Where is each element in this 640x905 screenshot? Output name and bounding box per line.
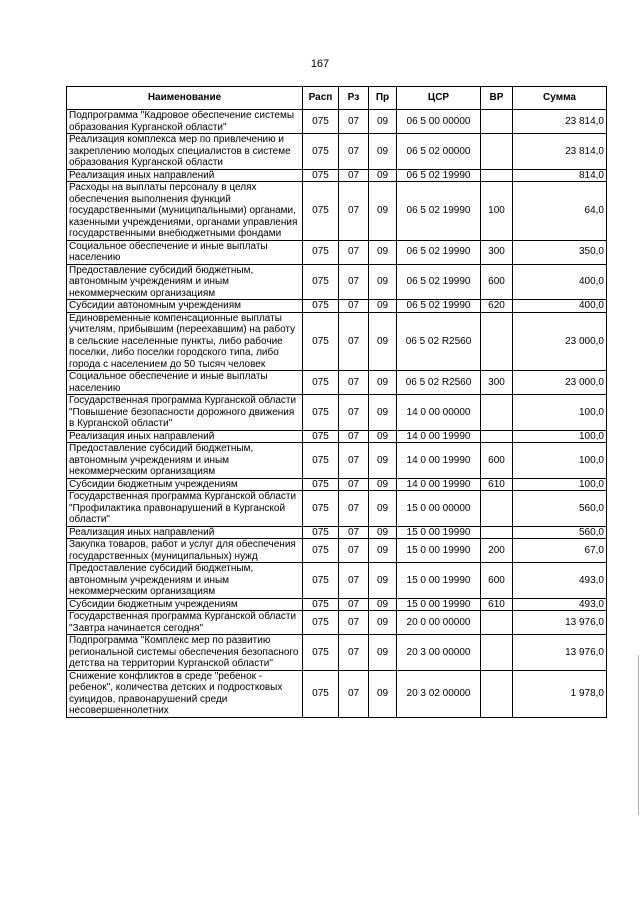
cell-rasp: 075 (303, 635, 339, 671)
cell-pr: 09 (369, 300, 397, 313)
cell-name: Реализация иных направлений (67, 430, 303, 443)
cell-name: Государственная программа Курганской области "Завтра начинается сегодня" (67, 611, 303, 635)
table-row (67, 169, 607, 182)
cell-rasp: 075 (303, 134, 339, 170)
cell-csr: 15 0 00 19990 (397, 539, 481, 563)
cell-csr: 14 0 00 19990 (397, 478, 481, 491)
cell-vr (481, 670, 513, 717)
cell-vr (481, 635, 513, 671)
cell-sum: 67,0 (513, 539, 607, 563)
cell-vr: 600 (481, 563, 513, 599)
cell-sum: 400,0 (513, 300, 607, 313)
cell-vr: 300 (481, 371, 513, 395)
cell-vr (481, 491, 513, 527)
cell-sum: 814,0 (513, 169, 607, 182)
cell-name: Подпрограмма "Кадровое обеспечение системы образования Курганской области" (67, 110, 303, 134)
cell-csr: 15 0 00 19990 (397, 526, 481, 539)
cell-csr: 14 0 00 19990 (397, 430, 481, 443)
cell-pr: 09 (369, 430, 397, 443)
cell-rz: 07 (339, 371, 369, 395)
cell-name: Единовременные компенсационные выплаты учителям, прибывшим (переехавшим) на работу в сельские населенные пункты, либо рабочие поселки, либо поселки городского типа, либо города с населением до 50 тысяч человек (67, 312, 303, 371)
cell-sum: 493,0 (513, 598, 607, 611)
cell-rasp: 075 (303, 430, 339, 443)
cell-rz: 07 (339, 395, 369, 431)
cell-name: Социальное обеспечение и иные выплаты населению (67, 240, 303, 264)
cell-pr: 09 (369, 395, 397, 431)
table-row (67, 312, 607, 371)
table-row (67, 563, 607, 599)
cell-vr: 610 (481, 598, 513, 611)
cell-vr: 600 (481, 443, 513, 479)
cell-sum: 23 814,0 (513, 134, 607, 170)
cell-pr: 09 (369, 264, 397, 300)
cell-rz: 07 (339, 478, 369, 491)
cell-csr: 14 0 00 19990 (397, 443, 481, 479)
cell-name: Реализация комплекса мер по привлечению и закреплению молодых специалистов в системе образования Курганской области (67, 134, 303, 170)
cell-rasp: 075 (303, 182, 339, 241)
cell-name: Социальное обеспечение и иные выплаты населению (67, 371, 303, 395)
cell-csr: 15 0 00 19990 (397, 563, 481, 599)
cell-vr (481, 395, 513, 431)
table-row (67, 539, 607, 563)
header-pr: Пр (369, 87, 397, 110)
cell-pr: 09 (369, 563, 397, 599)
cell-sum: 100,0 (513, 443, 607, 479)
cell-rasp: 075 (303, 300, 339, 313)
cell-rz: 07 (339, 240, 369, 264)
header-name: Наименование (67, 87, 303, 110)
cell-rz: 07 (339, 443, 369, 479)
cell-vr (481, 134, 513, 170)
table-header-row (67, 87, 607, 110)
header-sum: Сумма (513, 87, 607, 110)
cell-rz: 07 (339, 430, 369, 443)
header-rasp: Расп (303, 87, 339, 110)
cell-sum: 560,0 (513, 526, 607, 539)
cell-vr: 100 (481, 182, 513, 241)
cell-csr: 06 5 02 19990 (397, 300, 481, 313)
header-rz: Рз (339, 87, 369, 110)
cell-pr: 09 (369, 182, 397, 241)
table-row (67, 240, 607, 264)
cell-vr: 300 (481, 240, 513, 264)
cell-sum: 23 000,0 (513, 371, 607, 395)
cell-rasp: 075 (303, 264, 339, 300)
cell-sum: 100,0 (513, 395, 607, 431)
cell-name: Предоставление субсидий бюджетным, автономным учреждениям и иным некоммерческим организациям (67, 264, 303, 300)
cell-pr: 09 (369, 611, 397, 635)
page-number: 167 (310, 58, 330, 70)
cell-pr: 09 (369, 526, 397, 539)
cell-vr: 620 (481, 300, 513, 313)
cell-rz: 07 (339, 182, 369, 241)
cell-pr: 09 (369, 371, 397, 395)
cell-rasp: 075 (303, 563, 339, 599)
header-csr: ЦСР (397, 87, 481, 110)
cell-csr: 06 5 02 00000 (397, 134, 481, 170)
cell-pr: 09 (369, 478, 397, 491)
cell-pr: 09 (369, 670, 397, 717)
cell-name: Расходы на выплаты персоналу в целях обеспечения выполнения функций государственными (муниципальными) органами, казенными учреждениями, органами управления государственными внебюджетными фондами (67, 182, 303, 241)
cell-rz: 07 (339, 563, 369, 599)
cell-csr: 20 3 00 00000 (397, 635, 481, 671)
cell-rasp: 075 (303, 539, 339, 563)
table-row (67, 526, 607, 539)
cell-pr: 09 (369, 240, 397, 264)
cell-name: Предоставление субсидий бюджетным, автономным учреждениям и иным некоммерческим организациям (67, 443, 303, 479)
cell-pr: 09 (369, 539, 397, 563)
cell-csr: 14 0 00 00000 (397, 395, 481, 431)
cell-rz: 07 (339, 300, 369, 313)
cell-rz: 07 (339, 169, 369, 182)
cell-name: Реализация иных направлений (67, 169, 303, 182)
cell-name: Реализация иных направлений (67, 526, 303, 539)
cell-sum: 13 976,0 (513, 611, 607, 635)
cell-rz: 07 (339, 134, 369, 170)
cell-rz: 07 (339, 611, 369, 635)
cell-sum: 560,0 (513, 491, 607, 527)
cell-rz: 07 (339, 670, 369, 717)
cell-rz: 07 (339, 635, 369, 671)
cell-rasp: 075 (303, 670, 339, 717)
table-row (67, 430, 607, 443)
table-row (67, 598, 607, 611)
table-row (67, 443, 607, 479)
cell-vr (481, 169, 513, 182)
cell-vr (481, 611, 513, 635)
table-row (67, 300, 607, 313)
cell-rasp: 075 (303, 240, 339, 264)
cell-name: Закупка товаров, работ и услуг для обеспечения государственных (муниципальных) нужд (67, 539, 303, 563)
cell-sum: 1 978,0 (513, 670, 607, 717)
cell-vr: 610 (481, 478, 513, 491)
cell-sum: 13 976,0 (513, 635, 607, 671)
table-row (67, 635, 607, 671)
table-row (67, 478, 607, 491)
cell-name: Снижение конфликтов в среде "ребенок - ребенок", количества детских и подростковых суицидов, правонарушений среди несовершеннолетних (67, 670, 303, 717)
cell-sum: 100,0 (513, 430, 607, 443)
cell-name: Субсидии бюджетным учреждениям (67, 598, 303, 611)
cell-sum: 23 000,0 (513, 312, 607, 371)
cell-rasp: 075 (303, 491, 339, 527)
cell-csr: 06 5 00 00000 (397, 110, 481, 134)
cell-rasp: 075 (303, 110, 339, 134)
cell-pr: 09 (369, 312, 397, 371)
cell-rz: 07 (339, 491, 369, 527)
cell-rasp: 075 (303, 598, 339, 611)
cell-vr (481, 312, 513, 371)
cell-pr: 09 (369, 134, 397, 170)
cell-rasp: 075 (303, 169, 339, 182)
cell-sum: 100,0 (513, 478, 607, 491)
cell-pr: 09 (369, 491, 397, 527)
cell-csr: 20 0 00 00000 (397, 611, 481, 635)
cell-name: Подпрограмма "Комплекс мер по развитию региональной системы обеспечения безопасного детства на территории Курганской области" (67, 635, 303, 671)
cell-csr: 06 5 02 19990 (397, 169, 481, 182)
cell-sum: 400,0 (513, 264, 607, 300)
cell-sum: 64,0 (513, 182, 607, 241)
cell-rz: 07 (339, 312, 369, 371)
table-row (67, 491, 607, 527)
cell-rasp: 075 (303, 395, 339, 431)
cell-vr (481, 110, 513, 134)
cell-vr (481, 526, 513, 539)
header-vr: ВР (481, 87, 513, 110)
cell-rz: 07 (339, 264, 369, 300)
cell-rz: 07 (339, 526, 369, 539)
table-row (67, 395, 607, 431)
cell-name: Государственная программа Курганской области "Профилактика правонарушений в Курганской области" (67, 491, 303, 527)
cell-csr: 15 0 00 00000 (397, 491, 481, 527)
table-row (67, 134, 607, 170)
cell-vr: 200 (481, 539, 513, 563)
cell-rasp: 075 (303, 443, 339, 479)
cell-name: Предоставление субсидий бюджетным, автономным учреждениям и иным некоммерческим организациям (67, 563, 303, 599)
table-row (67, 611, 607, 635)
cell-vr: 600 (481, 264, 513, 300)
cell-name: Государственная программа Курганской области "Повышение безопасности дорожного движения в Курганской области" (67, 395, 303, 431)
cell-sum: 350,0 (513, 240, 607, 264)
cell-pr: 09 (369, 110, 397, 134)
cell-csr: 06 5 02 19990 (397, 264, 481, 300)
cell-csr: 06 5 02 R2560 (397, 312, 481, 371)
cell-rasp: 075 (303, 611, 339, 635)
cell-vr (481, 430, 513, 443)
cell-csr: 06 5 02 R2560 (397, 371, 481, 395)
table-row (67, 182, 607, 241)
table-row (67, 264, 607, 300)
cell-csr: 06 5 02 19990 (397, 240, 481, 264)
cell-rz: 07 (339, 110, 369, 134)
table-row (67, 110, 607, 134)
cell-csr: 06 5 02 19990 (397, 182, 481, 241)
cell-rasp: 075 (303, 526, 339, 539)
cell-rz: 07 (339, 598, 369, 611)
table-row (67, 670, 607, 717)
cell-pr: 09 (369, 169, 397, 182)
cell-sum: 493,0 (513, 563, 607, 599)
cell-pr: 09 (369, 598, 397, 611)
budget-table (66, 86, 607, 718)
cell-rasp: 075 (303, 371, 339, 395)
cell-pr: 09 (369, 635, 397, 671)
cell-rz: 07 (339, 539, 369, 563)
cell-name: Субсидии автономным учреждениям (67, 300, 303, 313)
scan-margin-line (638, 655, 639, 815)
cell-rasp: 075 (303, 478, 339, 491)
cell-csr: 20 3 02 00000 (397, 670, 481, 717)
table-body (67, 110, 607, 718)
table-row (67, 371, 607, 395)
cell-pr: 09 (369, 443, 397, 479)
cell-sum: 23 814,0 (513, 110, 607, 134)
cell-name: Субсидии бюджетным учреждениям (67, 478, 303, 491)
cell-rasp: 075 (303, 312, 339, 371)
cell-csr: 15 0 00 19990 (397, 598, 481, 611)
